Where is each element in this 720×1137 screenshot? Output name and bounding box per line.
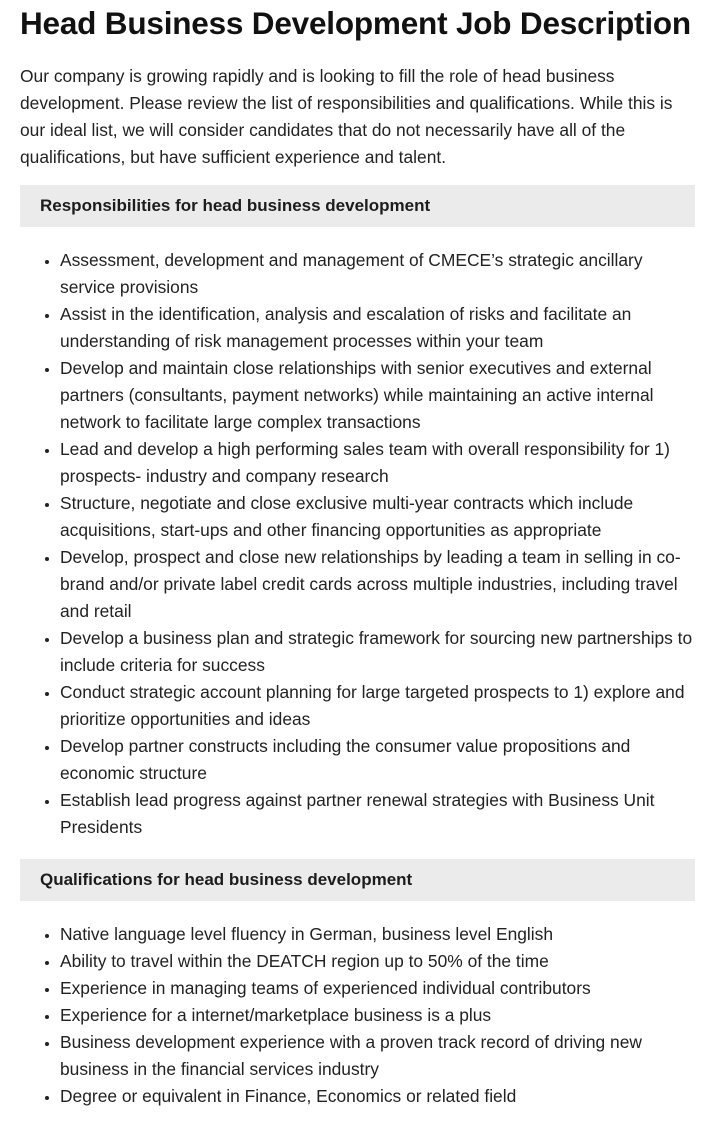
qualifications-list [20,921,695,1110]
list-item: • Develop and maintain close relationships with senior executives and external partners (consultants, payment networks) while maintaining an active internal network to facilitate large complex transactions [60,355,695,436]
list-item: • Experience in managing teams of experienced individual contributors [60,975,695,1002]
list-item: • Develop a business plan and strategic framework for sourcing new partnerships to include criteria for success [60,625,695,679]
qualifications-header: Qualifications for head business development [20,859,695,901]
list-item: • Experience for a internet/marketplace business is a plus [60,1002,695,1029]
list-item: • Assessment, development and management of CMECE’s strategic ancillary service provisions [60,247,695,301]
responsibilities-list [20,247,695,841]
list-item: • Conduct strategic account planning for large targeted prospects to 1) explore and prioritize opportunities and ideas [60,679,695,733]
list-item: • Ability to travel within the DEATCH region up to 50% of the time [60,948,695,975]
list-item: • Develop partner constructs including the consumer value propositions and economic structure [60,733,695,787]
intro-paragraph: Our company is growing rapidly and is looking to fill the role of head business development. Please review the list of responsibilities and qualifications. While this is our ideal list, we will consider candidates that do not necessarily have all of the qualifications, but have sufficient experience and talent. [20,66,673,167]
list-item: • Assist in the identification, analysis and escalation of risks and facilitate an understanding of risk management processes within your team [60,301,695,355]
list-item: • Native language level fluency in German, business level English [60,921,695,948]
list-item: • Degree or equivalent in Finance, Economics or related field [60,1083,695,1110]
list-item: • Structure, negotiate and close exclusive multi-year contracts which include acquisitions, start-ups and other financing opportunities as appropriate [60,490,695,544]
list-item: • Business development experience with a proven track record of driving new business in the financial services industry [60,1029,695,1083]
responsibilities-header: Responsibilities for head business development [20,185,695,227]
list-item: • Develop, prospect and close new relationships by leading a team in selling in co-brand and/or private label credit cards across multiple industries, including travel and retail [60,544,695,625]
list-item: • Establish lead progress against partner renewal strategies with Business Unit Presidents [60,787,695,841]
list-item: • Lead and develop a high performing sales team with overall responsibility for 1) prospects- industry and company research [60,436,695,490]
page-title: Head Business Development Job Description [20,5,691,41]
